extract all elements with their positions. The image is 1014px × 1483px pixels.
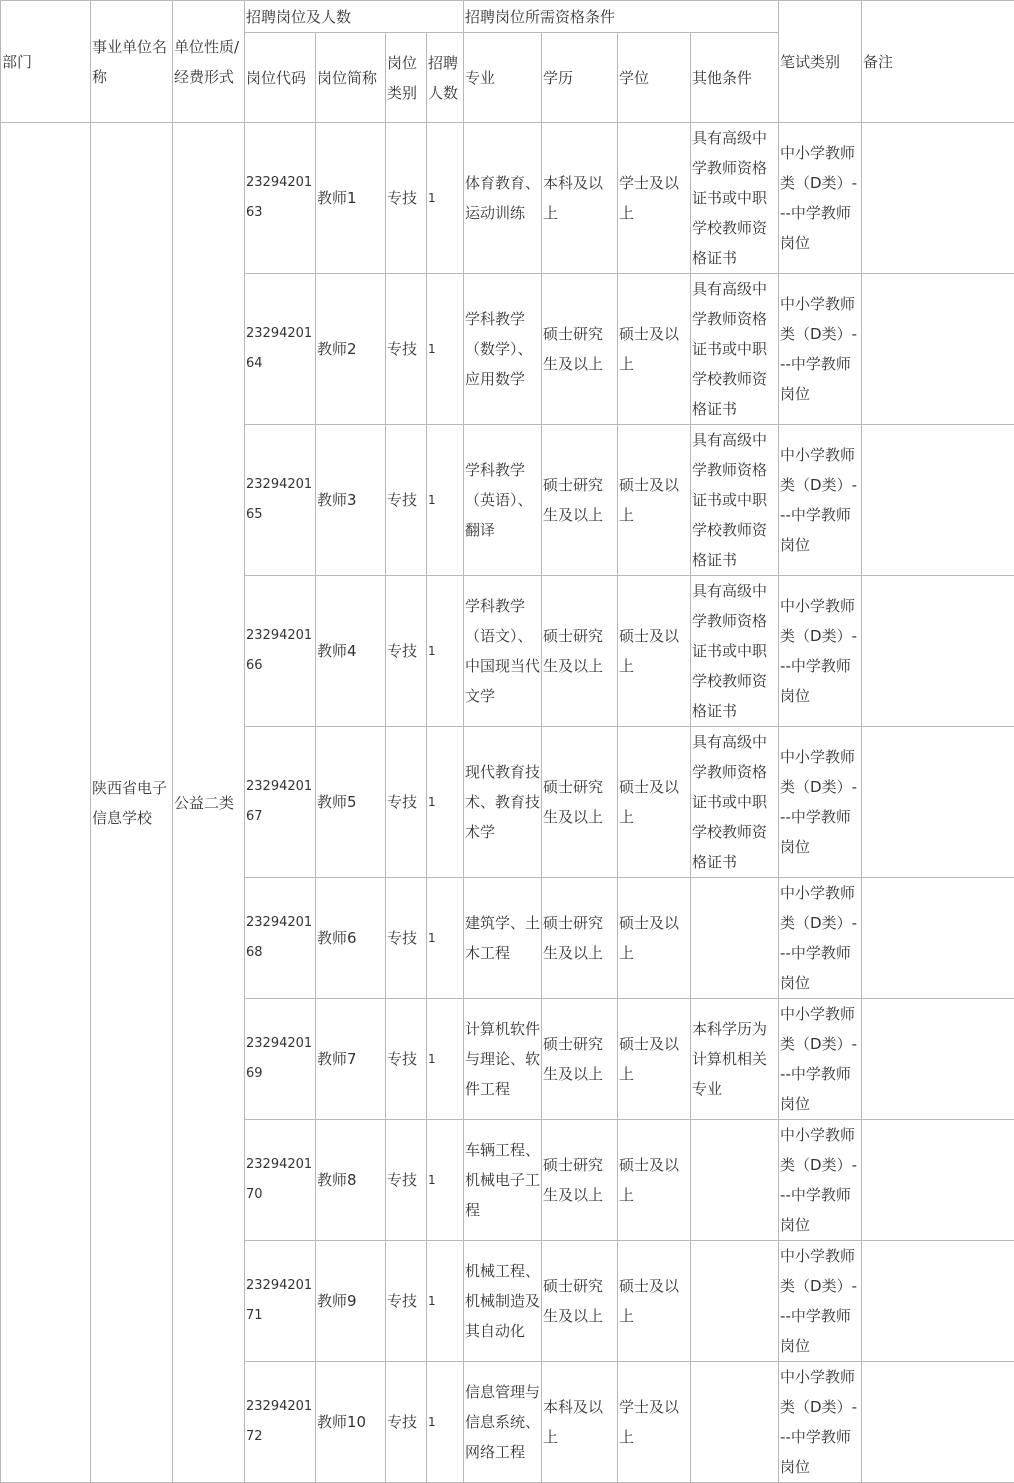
- remark-cell: [862, 274, 1014, 425]
- headcount-cell: 1: [427, 1120, 464, 1241]
- headcount-cell: 1: [427, 999, 464, 1120]
- table-body: [1, 123, 1014, 1483]
- position-category-cell: 专技: [386, 999, 427, 1120]
- table-row: [1, 123, 1014, 274]
- header-unit-name: 事业单位名称: [91, 1, 173, 123]
- position-category-cell: 专技: [386, 727, 427, 878]
- education-cell: 硕士研究生及以上: [542, 274, 618, 425]
- unit-name-cell: 陕西省电子信息学校: [91, 123, 173, 1483]
- header-department: 部门: [1, 1, 91, 123]
- other-conditions-cell: 具有高级中学教师资格证书或中职学校教师资格证书: [691, 274, 779, 425]
- exam-type-cell: 中小学教师类（D类）---中学教师岗位: [779, 1120, 862, 1241]
- major-cell: 学科教学（英语）、翻译: [464, 425, 542, 576]
- header-position-name: 岗位简称: [316, 33, 386, 123]
- exam-type-cell: 中小学教师类（D类）---中学教师岗位: [779, 999, 862, 1120]
- header-major: 专业: [464, 33, 542, 123]
- position-code-cell: 2329420169: [245, 999, 316, 1120]
- position-code-cell: 2329420167: [245, 727, 316, 878]
- exam-type-cell: 中小学教师类（D类）---中学教师岗位: [779, 425, 862, 576]
- position-code-cell: 2329420164: [245, 274, 316, 425]
- exam-type-cell: 中小学教师类（D类）---中学教师岗位: [779, 576, 862, 727]
- position-code-cell: 2329420166: [245, 576, 316, 727]
- degree-cell: 硕士及以上: [618, 425, 691, 576]
- degree-cell: 硕士及以上: [618, 576, 691, 727]
- remark-cell: [862, 1362, 1014, 1483]
- headcount-cell: 1: [427, 1362, 464, 1483]
- unit-nature-cell: 公益二类: [173, 123, 245, 1483]
- position-category-cell: 专技: [386, 123, 427, 274]
- education-cell: 硕士研究生及以上: [542, 1120, 618, 1241]
- header-position-category: 岗位类别: [386, 33, 427, 123]
- position-category-cell: 专技: [386, 274, 427, 425]
- education-cell: 硕士研究生及以上: [542, 727, 618, 878]
- position-code-cell: 2329420171: [245, 1241, 316, 1362]
- education-cell: 硕士研究生及以上: [542, 999, 618, 1120]
- remark-cell: [862, 878, 1014, 999]
- headcount-cell: 1: [427, 727, 464, 878]
- position-category-cell: 专技: [386, 1120, 427, 1241]
- major-cell: 车辆工程、机械电子工程: [464, 1120, 542, 1241]
- headcount-cell: 1: [427, 425, 464, 576]
- header-group-positions: 招聘岗位及人数: [245, 1, 464, 33]
- degree-cell: 硕士及以上: [618, 878, 691, 999]
- major-cell: 信息管理与信息系统、网络工程: [464, 1362, 542, 1483]
- remark-cell: [862, 425, 1014, 576]
- major-cell: 建筑学、土木工程: [464, 878, 542, 999]
- remark-cell: [862, 999, 1014, 1120]
- header-position-code: 岗位代码: [245, 33, 316, 123]
- headcount-cell: 1: [427, 878, 464, 999]
- position-name-cell: 教师3: [316, 425, 386, 576]
- exam-type-cell: 中小学教师类（D类）---中学教师岗位: [779, 727, 862, 878]
- degree-cell: 学士及以上: [618, 1362, 691, 1483]
- position-code-cell: 2329420172: [245, 1362, 316, 1483]
- position-name-cell: 教师7: [316, 999, 386, 1120]
- other-conditions-cell: 具有高级中学教师资格证书或中职学校教师资格证书: [691, 123, 779, 274]
- position-name-cell: 教师4: [316, 576, 386, 727]
- remark-cell: [862, 1120, 1014, 1241]
- position-name-cell: 教师5: [316, 727, 386, 878]
- exam-type-cell: 中小学教师类（D类）---中学教师岗位: [779, 1362, 862, 1483]
- other-conditions-cell: 具有高级中学教师资格证书或中职学校教师资格证书: [691, 727, 779, 878]
- major-cell: 机械工程、机械制造及其自动化: [464, 1241, 542, 1362]
- header-remarks: 备注: [862, 1, 1014, 123]
- position-name-cell: 教师2: [316, 274, 386, 425]
- header-unit-nature: 单位性质/经费形式: [173, 1, 245, 123]
- education-cell: 硕士研究生及以上: [542, 1241, 618, 1362]
- degree-cell: 学士及以上: [618, 123, 691, 274]
- position-name-cell: 教师1: [316, 123, 386, 274]
- position-category-cell: 专技: [386, 1362, 427, 1483]
- other-conditions-cell: [691, 878, 779, 999]
- position-category-cell: 专技: [386, 1241, 427, 1362]
- header-degree: 学位: [618, 33, 691, 123]
- remark-cell: [862, 1241, 1014, 1362]
- education-cell: 硕士研究生及以上: [542, 425, 618, 576]
- header-education: 学历: [542, 33, 618, 123]
- degree-cell: 硕士及以上: [618, 1120, 691, 1241]
- header-row-1: [1, 1, 1014, 33]
- remark-cell: [862, 123, 1014, 274]
- education-cell: 本科及以上: [542, 123, 618, 274]
- position-code-cell: 2329420165: [245, 425, 316, 576]
- headcount-cell: 1: [427, 274, 464, 425]
- degree-cell: 硕士及以上: [618, 727, 691, 878]
- education-cell: 本科及以上: [542, 1362, 618, 1483]
- position-code-cell: 2329420170: [245, 1120, 316, 1241]
- other-conditions-cell: [691, 1241, 779, 1362]
- headcount-cell: 1: [427, 123, 464, 274]
- other-conditions-cell: [691, 1120, 779, 1241]
- other-conditions-cell: [691, 1362, 779, 1483]
- degree-cell: 硕士及以上: [618, 1241, 691, 1362]
- header-group-requirements: 招聘岗位所需资格条件: [464, 1, 779, 33]
- exam-type-cell: 中小学教师类（D类）---中学教师岗位: [779, 123, 862, 274]
- other-conditions-cell: 具有高级中学教师资格证书或中职学校教师资格证书: [691, 576, 779, 727]
- exam-type-cell: 中小学教师类（D类）---中学教师岗位: [779, 274, 862, 425]
- position-code-cell: 2329420163: [245, 123, 316, 274]
- education-cell: 硕士研究生及以上: [542, 576, 618, 727]
- position-category-cell: 专技: [386, 878, 427, 999]
- position-category-cell: 专技: [386, 425, 427, 576]
- other-conditions-cell: 具有高级中学教师资格证书或中职学校教师资格证书: [691, 425, 779, 576]
- education-cell: 硕士研究生及以上: [542, 878, 618, 999]
- remark-cell: [862, 727, 1014, 878]
- position-name-cell: 教师8: [316, 1120, 386, 1241]
- exam-type-cell: 中小学教师类（D类）---中学教师岗位: [779, 1241, 862, 1362]
- major-cell: 计算机软件与理论、软件工程: [464, 999, 542, 1120]
- headcount-cell: 1: [427, 1241, 464, 1362]
- degree-cell: 硕士及以上: [618, 274, 691, 425]
- position-name-cell: 教师10: [316, 1362, 386, 1483]
- major-cell: 学科教学（语文）、中国现当代文学: [464, 576, 542, 727]
- headcount-cell: 1: [427, 576, 464, 727]
- position-name-cell: 教师9: [316, 1241, 386, 1362]
- remark-cell: [862, 576, 1014, 727]
- major-cell: 学科教学（数学）、应用数学: [464, 274, 542, 425]
- department-cell: [1, 123, 91, 1483]
- other-conditions-cell: 本科学历为计算机相关专业: [691, 999, 779, 1120]
- exam-type-cell: 中小学教师类（D类）---中学教师岗位: [779, 878, 862, 999]
- major-cell: 体育教育、运动训练: [464, 123, 542, 274]
- header-headcount: 招聘人数: [427, 33, 464, 123]
- major-cell: 现代教育技术、教育技术学: [464, 727, 542, 878]
- degree-cell: 硕士及以上: [618, 999, 691, 1120]
- position-category-cell: 专技: [386, 576, 427, 727]
- position-code-cell: 2329420168: [245, 878, 316, 999]
- position-name-cell: 教师6: [316, 878, 386, 999]
- header-other-conditions: 其他条件: [691, 33, 779, 123]
- header-exam-type: 笔试类别: [779, 1, 862, 123]
